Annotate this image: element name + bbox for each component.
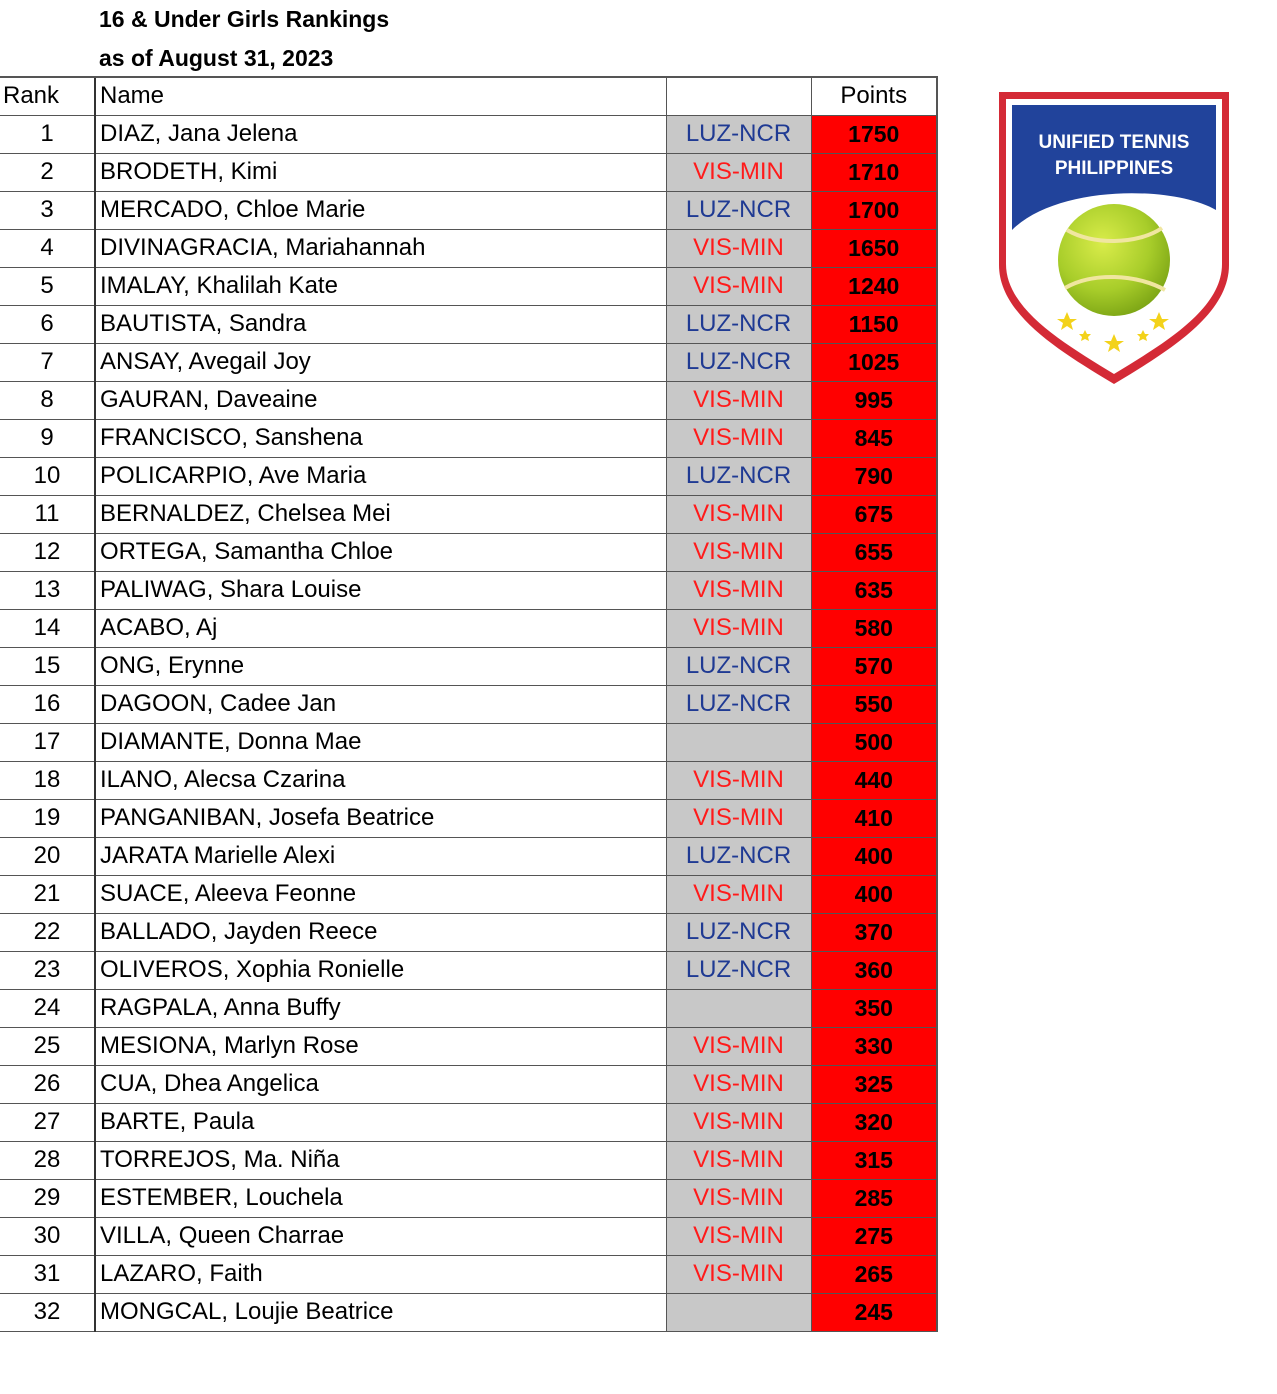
rank-cell: 4: [0, 229, 95, 267]
region-cell: LUZ-NCR: [666, 115, 811, 153]
table-row: [0, 229, 937, 267]
region-column-header: [666, 77, 811, 115]
table-row: [0, 115, 937, 153]
region-cell: [666, 1293, 811, 1331]
name-cell: MONGCAL, Loujie Beatrice: [95, 1293, 666, 1331]
points-cell: 1240: [811, 267, 937, 305]
points-cell: 325: [811, 1065, 937, 1103]
points-cell: 315: [811, 1141, 937, 1179]
table-row: [0, 419, 937, 457]
name-cell: ANSAY, Avegail Joy: [95, 343, 666, 381]
region-cell: LUZ-NCR: [666, 951, 811, 989]
table-row: [0, 1179, 937, 1217]
points-cell: 370: [811, 913, 937, 951]
name-column-header: Name: [95, 77, 666, 115]
table-row: [0, 1141, 937, 1179]
table-row: [0, 191, 937, 229]
region-cell: VIS-MIN: [666, 1027, 811, 1065]
name-cell: ONG, Erynne: [95, 647, 666, 685]
points-cell: 400: [811, 837, 937, 875]
table-row: [0, 989, 937, 1027]
points-cell: 550: [811, 685, 937, 723]
points-cell: 440: [811, 761, 937, 799]
points-cell: 635: [811, 571, 937, 609]
points-cell: 1710: [811, 153, 937, 191]
name-cell: ACABO, Aj: [95, 609, 666, 647]
points-cell: 570: [811, 647, 937, 685]
table-row: [0, 1103, 937, 1141]
rank-cell: 8: [0, 381, 95, 419]
table-row: [0, 1293, 937, 1331]
table-row: [0, 343, 937, 381]
table-row: [0, 609, 937, 647]
region-cell: VIS-MIN: [666, 799, 811, 837]
region-cell: VIS-MIN: [666, 229, 811, 267]
region-cell: [666, 723, 811, 761]
rank-cell: 22: [0, 913, 95, 951]
name-cell: BRODETH, Kimi: [95, 153, 666, 191]
table-header-row: [0, 77, 937, 115]
region-cell: VIS-MIN: [666, 1141, 811, 1179]
rank-cell: 19: [0, 799, 95, 837]
table-row: [0, 457, 937, 495]
region-cell: VIS-MIN: [666, 571, 811, 609]
points-cell: 995: [811, 381, 937, 419]
rank-cell: 31: [0, 1255, 95, 1293]
name-cell: BALLADO, Jayden Reece: [95, 913, 666, 951]
table-row: [0, 1065, 937, 1103]
table-row: [0, 495, 937, 533]
points-cell: 400: [811, 875, 937, 913]
name-cell: MERCADO, Chloe Marie: [95, 191, 666, 229]
points-cell: 845: [811, 419, 937, 457]
points-cell: 245: [811, 1293, 937, 1331]
name-cell: VILLA, Queen Charrae: [95, 1217, 666, 1255]
rank-cell: 28: [0, 1141, 95, 1179]
points-column-header: Points: [811, 77, 937, 115]
name-cell: TORREJOS, Ma. Niña: [95, 1141, 666, 1179]
table-row: [0, 799, 937, 837]
table-row: [0, 153, 937, 191]
points-cell: 1025: [811, 343, 937, 381]
name-cell: OLIVEROS, Xophia Ronielle: [95, 951, 666, 989]
region-cell: VIS-MIN: [666, 1103, 811, 1141]
name-cell: MESIONA, Marlyn Rose: [95, 1027, 666, 1065]
name-cell: FRANCISCO, Sanshena: [95, 419, 666, 457]
points-cell: 500: [811, 723, 937, 761]
region-cell: VIS-MIN: [666, 533, 811, 571]
table-row: [0, 533, 937, 571]
region-cell: VIS-MIN: [666, 761, 811, 799]
table-row: [0, 267, 937, 305]
points-cell: 1700: [811, 191, 937, 229]
region-cell: VIS-MIN: [666, 609, 811, 647]
rank-cell: 3: [0, 191, 95, 229]
region-cell: VIS-MIN: [666, 1217, 811, 1255]
name-cell: LAZARO, Faith: [95, 1255, 666, 1293]
region-cell: VIS-MIN: [666, 381, 811, 419]
points-cell: 265: [811, 1255, 937, 1293]
name-cell: DIAMANTE, Donna Mae: [95, 723, 666, 761]
region-cell: VIS-MIN: [666, 1179, 811, 1217]
points-cell: 275: [811, 1217, 937, 1255]
name-cell: ESTEMBER, Louchela: [95, 1179, 666, 1217]
region-cell: VIS-MIN: [666, 875, 811, 913]
points-cell: 410: [811, 799, 937, 837]
name-cell: BARTE, Paula: [95, 1103, 666, 1141]
rank-cell: 2: [0, 153, 95, 191]
table-row: [0, 723, 937, 761]
rank-column-header: Rank: [0, 77, 95, 115]
rank-cell: 16: [0, 685, 95, 723]
points-cell: 285: [811, 1179, 937, 1217]
name-cell: IMALAY, Khalilah Kate: [95, 267, 666, 305]
unified-tennis-philippines-logo: [997, 90, 1231, 386]
table-row: [0, 1217, 937, 1255]
region-cell: LUZ-NCR: [666, 685, 811, 723]
name-cell: POLICARPIO, Ave Maria: [95, 457, 666, 495]
name-cell: DIAZ, Jana Jelena: [95, 115, 666, 153]
rank-cell: 14: [0, 609, 95, 647]
rank-cell: 27: [0, 1103, 95, 1141]
name-cell: PALIWAG, Shara Louise: [95, 571, 666, 609]
rank-cell: 5: [0, 267, 95, 305]
rank-cell: 24: [0, 989, 95, 1027]
rank-cell: 17: [0, 723, 95, 761]
name-cell: SUACE, Aleeva Feonne: [95, 875, 666, 913]
region-cell: VIS-MIN: [666, 267, 811, 305]
points-cell: 580: [811, 609, 937, 647]
table-row: [0, 837, 937, 875]
rank-cell: 30: [0, 1217, 95, 1255]
rank-cell: 7: [0, 343, 95, 381]
rank-cell: 25: [0, 1027, 95, 1065]
table-row: [0, 875, 937, 913]
table-row: [0, 685, 937, 723]
name-cell: JARATA Marielle Alexi: [95, 837, 666, 875]
tennis-ball-icon: [1058, 204, 1170, 316]
region-cell: LUZ-NCR: [666, 647, 811, 685]
rank-cell: 1: [0, 115, 95, 153]
rank-cell: 10: [0, 457, 95, 495]
table-row: [0, 951, 937, 989]
page-subtitle-date: as of August 31, 2023: [99, 45, 334, 71]
table-row: [0, 647, 937, 685]
points-cell: 790: [811, 457, 937, 495]
name-cell: CUA, Dhea Angelica: [95, 1065, 666, 1103]
rank-cell: 12: [0, 533, 95, 571]
region-cell: VIS-MIN: [666, 495, 811, 533]
name-cell: BAUTISTA, Sandra: [95, 305, 666, 343]
region-cell: LUZ-NCR: [666, 191, 811, 229]
name-cell: ORTEGA, Samantha Chloe: [95, 533, 666, 571]
points-cell: 1150: [811, 305, 937, 343]
rank-cell: 26: [0, 1065, 95, 1103]
page-title: 16 & Under Girls Rankings: [99, 6, 390, 32]
name-cell: BERNALDEZ, Chelsea Mei: [95, 495, 666, 533]
table-row: [0, 381, 937, 419]
rank-cell: 18: [0, 761, 95, 799]
name-cell: DIVINAGRACIA, Mariahannah: [95, 229, 666, 267]
rank-cell: 11: [0, 495, 95, 533]
points-cell: 1750: [811, 115, 937, 153]
region-cell: LUZ-NCR: [666, 305, 811, 343]
table-row: [0, 761, 937, 799]
points-cell: 655: [811, 533, 937, 571]
points-cell: 350: [811, 989, 937, 1027]
table-row: [0, 1255, 937, 1293]
region-cell: VIS-MIN: [666, 419, 811, 457]
points-cell: 1650: [811, 229, 937, 267]
name-cell: ILANO, Alecsa Czarina: [95, 761, 666, 799]
points-cell: 675: [811, 495, 937, 533]
region-cell: LUZ-NCR: [666, 837, 811, 875]
rankings-table-body: [0, 77, 937, 1331]
region-cell: [666, 989, 811, 1027]
region-cell: VIS-MIN: [666, 1065, 811, 1103]
logo-text-line2: PHILIPPINES: [1054, 158, 1174, 179]
region-cell: LUZ-NCR: [666, 457, 811, 495]
region-cell: VIS-MIN: [666, 153, 811, 191]
rank-cell: 6: [0, 305, 95, 343]
rankings-table: [0, 76, 938, 1332]
points-cell: 330: [811, 1027, 937, 1065]
region-cell: LUZ-NCR: [666, 343, 811, 381]
region-cell: VIS-MIN: [666, 1255, 811, 1293]
table-row: [0, 913, 937, 951]
name-cell: PANGANIBAN, Josefa Beatrice: [95, 799, 666, 837]
rank-cell: 29: [0, 1179, 95, 1217]
points-cell: 360: [811, 951, 937, 989]
rank-cell: 13: [0, 571, 95, 609]
rank-cell: 15: [0, 647, 95, 685]
table-row: [0, 1027, 937, 1065]
rank-cell: 32: [0, 1293, 95, 1331]
rank-cell: 20: [0, 837, 95, 875]
region-cell: LUZ-NCR: [666, 913, 811, 951]
name-cell: RAGPALA, Anna Buffy: [95, 989, 666, 1027]
rank-cell: 21: [0, 875, 95, 913]
name-cell: DAGOON, Cadee Jan: [95, 685, 666, 723]
logo-text-line1: UNIFIED TENNIS: [1038, 132, 1190, 153]
name-cell: GAURAN, Daveaine: [95, 381, 666, 419]
rank-cell: 23: [0, 951, 95, 989]
table-row: [0, 571, 937, 609]
table-row: [0, 305, 937, 343]
points-cell: 320: [811, 1103, 937, 1141]
rank-cell: 9: [0, 419, 95, 457]
